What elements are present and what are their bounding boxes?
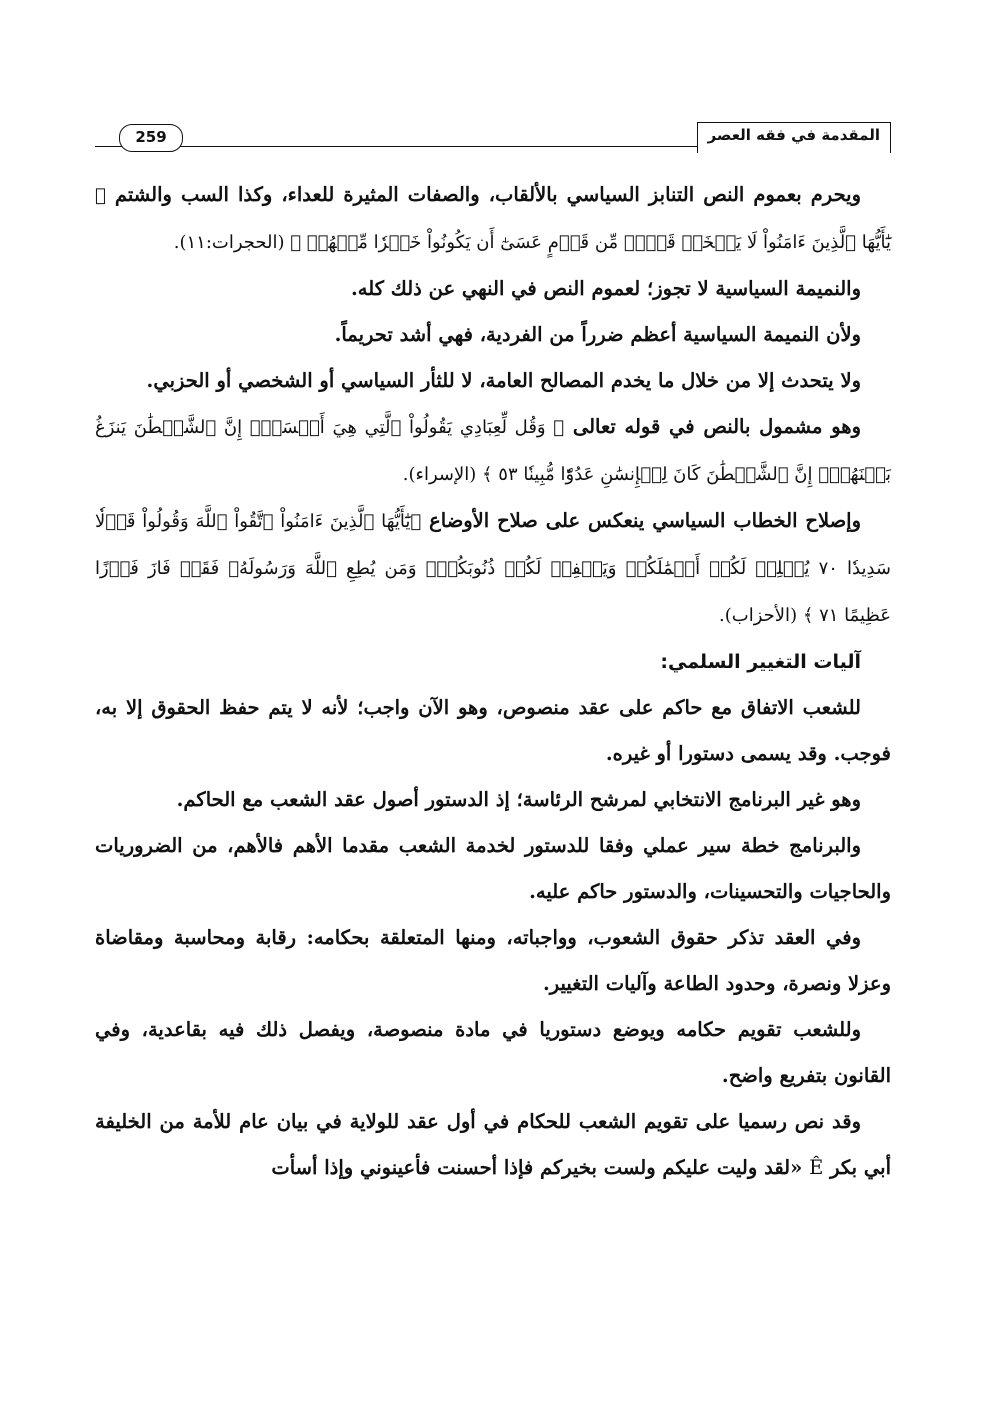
page-header	[95, 118, 891, 154]
quran-open-brace: ﴿	[410, 511, 422, 532]
quran-verse: يَٰٓأَيُّهَا ٱلَّذِينَ ءَامَنُواْ لَا يَسۡخَرۡ قَوۡمٞ مِّن قَوۡمٍ عَسَىٰٓ أَن يَكُونُواْ خَيۡرٗا مِّنۡهُمۡ	[301, 232, 891, 253]
paragraph-3	[95, 312, 891, 358]
section-heading: آليات التغيير السلمي:	[660, 651, 861, 673]
page-content	[95, 172, 891, 1191]
verse-reference: (الحجرات:١١).	[173, 232, 291, 253]
paragraph-7: للشعب الاتفاق مع حاكم على عقد منصوص، وهو الآن واجب؛ لأنه لا يتم حفظ الحقوق إلا به، فوجب. وقد يسمى دستورا أو غيره.	[95, 696, 891, 765]
text-run: ولأن النميمة السياسية أعظم ضرراً من الفردية، فهي أشد تحريماً.	[334, 323, 861, 346]
paragraph-6	[95, 498, 891, 639]
paragraph-10: وفي العقد تذكر حقوق الشعوب، وواجباته، ومنها المتعلقة بحكامه: رقابة ومحاسبة ومقاضاة وعزلا ونصرة، وحدود الطاعة وآليات التغيير.	[95, 926, 891, 995]
text-run: ويحرم بعموم النص التنابز السياسي بالألقاب، والصفات المثيرة للعداء، وكذا السب والشتم	[105, 183, 861, 206]
quran-open-brace: ﴿	[553, 417, 565, 438]
verse-reference: (الأحزاب).	[719, 605, 803, 626]
quran-open-brace: ﴿	[95, 185, 106, 206]
paragraph-2	[95, 266, 891, 312]
text-run: ولا يتحدث إلا من خلال ما يخدم المصالح العامة، لا للثأر السياسي أو الشخصي أو الحزبي.	[146, 369, 861, 392]
paragraph-5	[95, 404, 891, 498]
quran-verse: يَٰٓأَيُّهَا ٱلَّذِينَ ءَامَنُواْ ٱتَّقُواْ ٱللَّهَ وَقُولُواْ قَوۡلٗا سَدِيدٗا ٧٠ يُصۡلِحۡ لَكُمۡ أَعۡمَٰلَكُمۡ وَيَغۡفِرۡ لَكُمۡ ذُنُوبَكُمۡۗ وَمَن يُطِعِ ٱللَّهَ وَرَسُولَهُۥ فَقَدۡ فَازَ فَوۡزًا عَظِيمًا ٧١	[95, 511, 891, 626]
paragraph-12	[95, 1099, 891, 1191]
quran-close-brace: ﴾	[290, 232, 302, 253]
paragraph-8: وهو غير البرنامج الانتخابي لمرشح الرئاسة؛ إذ الدستور أصول عقد الشعب مع الحاكم.	[176, 788, 861, 811]
page-number: 259	[119, 124, 183, 152]
book-title: المقدمة في فقه العصر	[697, 122, 891, 153]
paragraph-9: والبرنامج خطة سير عملي وفقا للدستور لخدمة الشعب مقدما الأهم فالأهم، من الضروريات والحاجيات والتحسينات، والدستور حاكم عليه.	[95, 834, 891, 903]
quran-close-brace: ﴾	[802, 605, 814, 626]
paragraph-11: وللشعب تقويم حكامه ويوضع دستوريا في مادة منصوصة، ويفصل ذلك فيه بقاعدية، وفي القانون بتفريع واضح.	[95, 1018, 891, 1087]
quran-verse: وَقُل لِّعِبَادِي يَقُولُواْ ٱلَّتِي هِيَ أَحۡسَنُۚ إِنَّ ٱلشَّيۡطَٰنَ يَنزَغُ بَيۡنَهُمۡۚ إِنَّ ٱلشَّيۡطَٰنَ كَانَ لِلۡإِنسَٰنِ عَدُوّٗا مُّبِينٗا ٥٣	[95, 417, 891, 485]
quran-close-brace: ﴾	[482, 464, 493, 485]
text-run: وهو مشمول بالنص في قوله تعالى	[564, 415, 861, 438]
paragraph-1	[95, 172, 891, 266]
verse-reference: (الإسراء).	[402, 464, 483, 485]
honorific-mark: Ê	[809, 1156, 824, 1179]
paragraph-4	[95, 358, 891, 404]
quote-run: «لقد وليت عليكم ولست بخيركم فإذا أحسنت فأعينوني وإذا أسأت	[271, 1156, 803, 1179]
text-run: وإصلاح الخطاب السياسي ينعكس على صلاح الأوضاع	[421, 509, 861, 532]
text-run: والنميمة السياسية لا تجوز؛ لعموم النص في النهي عن ذلك كله.	[351, 277, 861, 300]
text-run: وقد نص رسميا على تقويم الشعب للحكام في أول عقد للولاية في بيان عام للأمة من الخليفة أبي بكر	[95, 1110, 891, 1179]
